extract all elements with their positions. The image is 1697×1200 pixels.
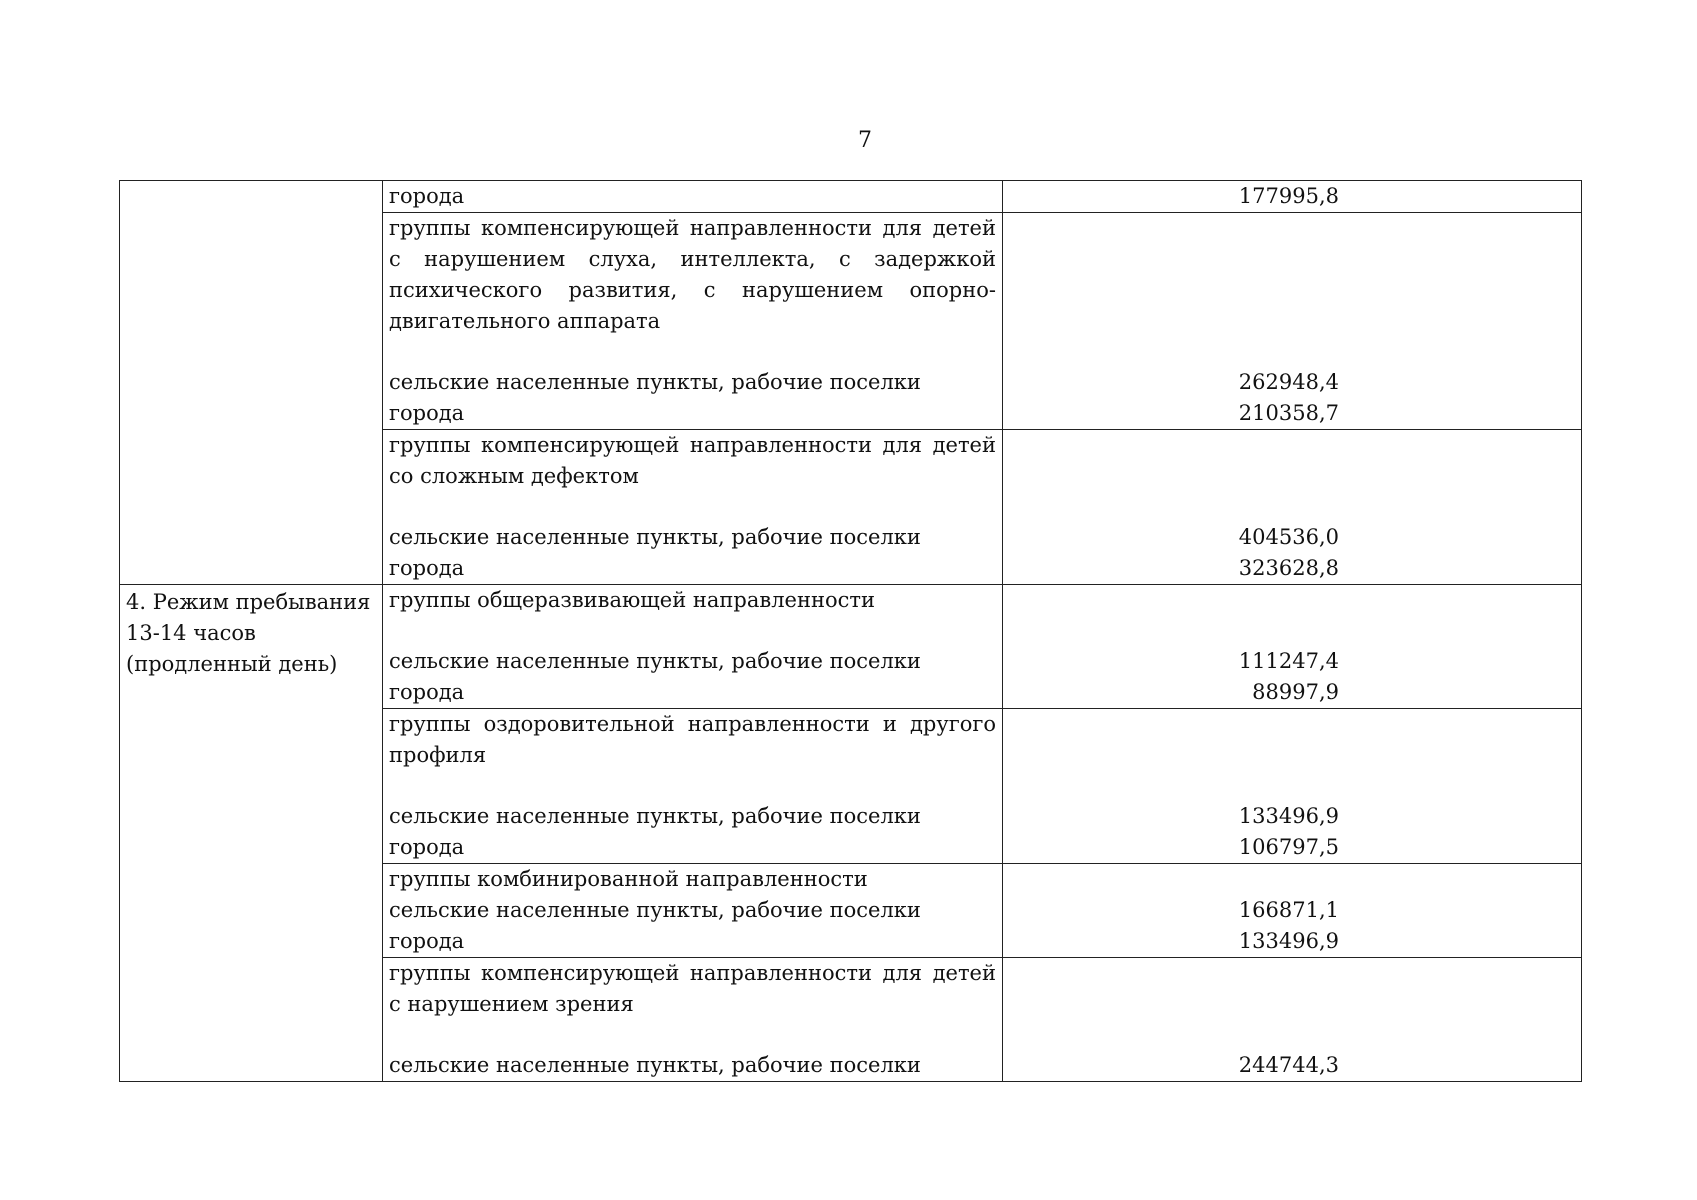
entry-label: города bbox=[389, 680, 465, 704]
entry-value: 177995,8 bbox=[1238, 184, 1339, 208]
entry-value: 323628,8 bbox=[1238, 556, 1339, 580]
entry-value: 88997,9 bbox=[1252, 680, 1339, 704]
entry-value: 106797,5 bbox=[1238, 835, 1339, 859]
value-cell bbox=[1003, 213, 1582, 430]
entry-label: сельские населенные пункты, рабочие поселки bbox=[389, 370, 921, 394]
entry-value: 111247,4 bbox=[1238, 649, 1339, 673]
tariff-table bbox=[119, 180, 1582, 1082]
value-cell bbox=[1003, 864, 1582, 958]
entry-value: 244744,3 bbox=[1238, 1053, 1339, 1077]
group-cell bbox=[383, 709, 1003, 864]
entry-label: сельские населенные пункты, рабочие поселки bbox=[389, 649, 921, 673]
entry-value: 166871,1 bbox=[1238, 898, 1339, 922]
entry-value: 133496,9 bbox=[1238, 804, 1339, 828]
entry-label: города bbox=[389, 556, 465, 580]
value-cell bbox=[1003, 958, 1582, 1082]
entry-label: города bbox=[389, 929, 465, 953]
value-cell bbox=[1003, 585, 1582, 709]
table-row bbox=[120, 585, 1582, 709]
group-title: группы оздоровительной направленности и другого профиля bbox=[389, 712, 996, 767]
entry-value: 404536,0 bbox=[1238, 525, 1339, 549]
entry-value: 133496,9 bbox=[1238, 929, 1339, 953]
entry-label: города bbox=[389, 835, 465, 859]
group-cell bbox=[383, 585, 1003, 709]
entry-label: сельские населенные пункты, рабочие поселки bbox=[389, 804, 921, 828]
table-row bbox=[120, 181, 1582, 213]
entry-value: 210358,7 bbox=[1238, 401, 1339, 425]
group-cell bbox=[383, 864, 1003, 958]
group-cell bbox=[383, 430, 1003, 585]
entry-label: сельские населенные пункты, рабочие поселки bbox=[389, 525, 921, 549]
group-title: группы компенсирующей направленности для детей с нарушением слуха, интеллекта, с задержкой психического развития, с нарушением опорно-двигательного аппарата bbox=[389, 216, 996, 333]
group-title: группы общеразвивающей направленности bbox=[389, 588, 875, 612]
entry-label: сельские населенные пункты, рабочие поселки bbox=[389, 1053, 921, 1077]
entry-label: города bbox=[389, 184, 465, 208]
value-cell bbox=[1003, 430, 1582, 585]
entry-label: сельские населенные пункты, рабочие поселки bbox=[389, 898, 921, 922]
entry-label: города bbox=[389, 401, 465, 425]
value-cell bbox=[1003, 709, 1582, 864]
group-title: группы компенсирующей направленности для детей со сложным дефектом bbox=[389, 433, 996, 488]
group-title: группы комбинированной направленности bbox=[389, 867, 868, 891]
group-title: группы компенсирующей направленности для детей с нарушением зрения bbox=[389, 961, 996, 1016]
mode-cell bbox=[120, 181, 383, 585]
group-cell bbox=[383, 181, 1003, 213]
mode-cell: 4. Режим пребывания 13-14 часов (продленный день) bbox=[120, 585, 383, 1082]
entry-value: 262948,4 bbox=[1238, 370, 1339, 394]
value-cell bbox=[1003, 181, 1582, 213]
page-number: 7 bbox=[858, 128, 872, 153]
group-cell bbox=[383, 958, 1003, 1082]
group-cell bbox=[383, 213, 1003, 430]
